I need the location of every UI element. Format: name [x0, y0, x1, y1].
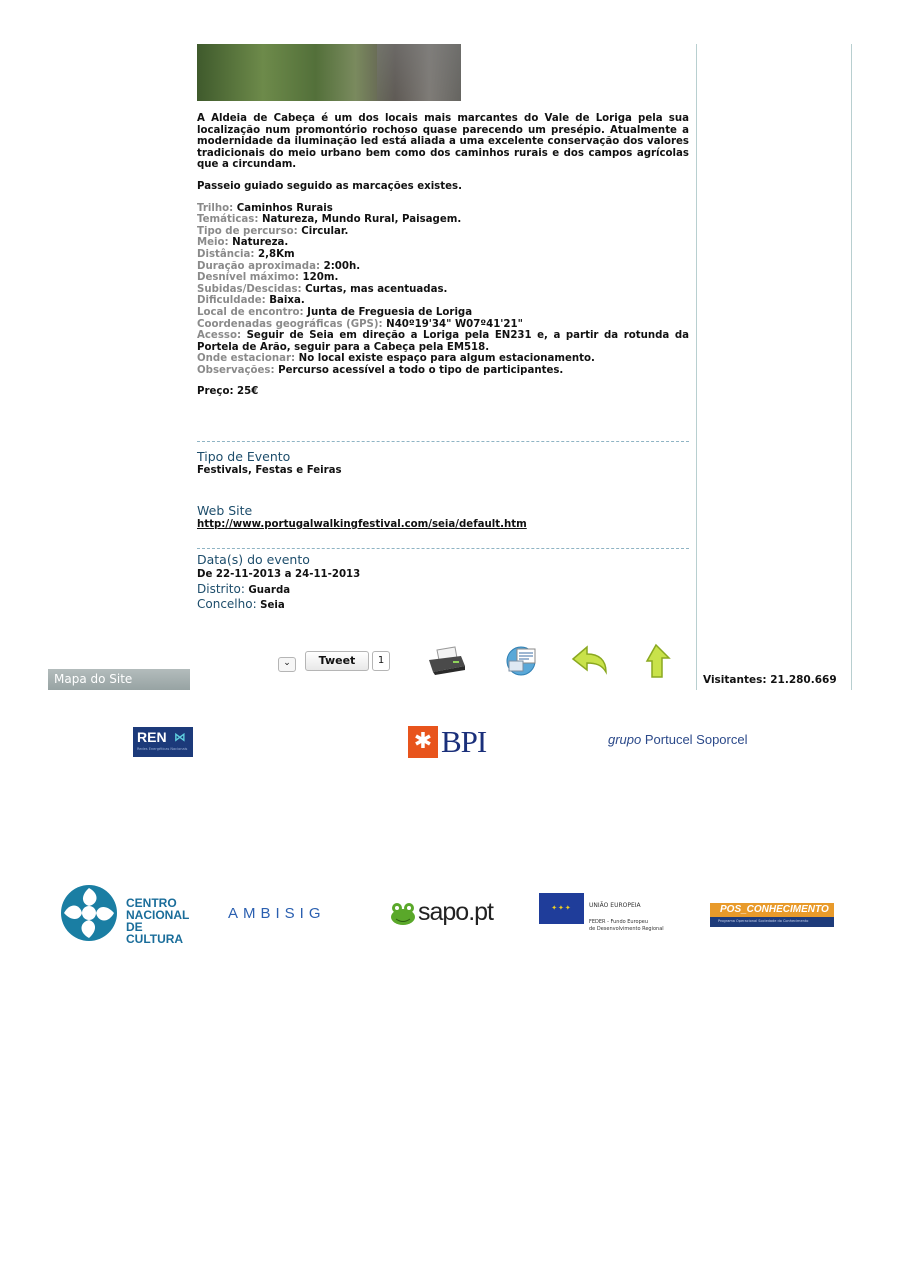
- visitor-counter: Visitantes: 21.280.669: [703, 674, 837, 686]
- detail-row: [197, 261, 689, 273]
- cnc-text: [126, 897, 200, 945]
- district-value: Guarda: [244, 585, 291, 596]
- detail-label: Duração aproximada:: [197, 260, 321, 272]
- bpi-logo-text: BPI: [441, 724, 487, 759]
- detail-label: Dificuldade:: [197, 295, 266, 307]
- detail-value: Circular.: [297, 225, 349, 237]
- sapo-logo: [390, 898, 510, 932]
- centro-nacional-cultura-logo: [60, 884, 200, 944]
- share-dropdown-button[interactable]: ⌄: [278, 657, 296, 672]
- detail-row: [197, 226, 689, 238]
- bpi-logo: [408, 725, 492, 759]
- event-dates-value: De 22-11-2013 a 24-11-2013: [197, 569, 361, 580]
- tweet-label: Tweet: [318, 654, 356, 667]
- event-type-value: Festivals, Festas e Feiras: [197, 465, 342, 476]
- detail-value: 2,8Km: [254, 248, 295, 260]
- detail-value: 120m.: [299, 272, 339, 284]
- detail-value: Caminhos Rurais: [233, 202, 333, 214]
- event-details: [197, 203, 689, 377]
- sidebar-right-border: [851, 44, 852, 690]
- event-description: [197, 113, 689, 398]
- cnc-line-1: CENTRO: [126, 896, 177, 910]
- detail-value: 2:00h.: [320, 260, 361, 272]
- detail-value: Curtas, mas acentuadas.: [301, 283, 448, 295]
- separator: [197, 548, 689, 549]
- ren-logo-subtitle: Redes Energéticas Nacionais: [137, 747, 188, 751]
- detail-label: Onde estacionar:: [197, 353, 296, 365]
- ren-logo-text: REN: [137, 729, 167, 745]
- guided-text: Passeio guiado seguido as marcações existes.: [197, 180, 462, 192]
- detail-row: [197, 284, 689, 296]
- tweet-button[interactable]: [305, 651, 369, 671]
- cnc-line-2: NACIONAL: [126, 908, 190, 922]
- detail-label: Tipo de percurso:: [197, 225, 298, 237]
- price-text: Preço: 25€: [197, 386, 259, 398]
- detail-value: No local existe espaço para algum estacionamento.: [295, 353, 595, 365]
- detail-value: Percurso acessível a todo o tipo de participantes.: [274, 364, 564, 376]
- detail-value: N40º19'34" W07º41'21": [382, 318, 523, 330]
- detail-row: [197, 295, 689, 307]
- detail-label: Trilho:: [197, 202, 234, 214]
- intro-text: A Aldeia de Cabeça é um dos locais mais marcantes do Vale de Loriga pela sua localização num promontório rochoso quase parecendo um presépio. Atualmente a modernidade da iluminação led está aliada a uma excelente conservação dos valores tradicionais do meio urbano bem como dos caminhos rurais e dos campos agrícolas que a circundam.: [197, 113, 689, 171]
- event-photo: [197, 44, 461, 101]
- eu-text-3: de Desenvolvimento Regional: [589, 926, 664, 932]
- scroll-top-arrow-icon[interactable]: [641, 643, 671, 679]
- council-value: Seia: [256, 600, 285, 611]
- back-arrow-icon[interactable]: [571, 645, 609, 675]
- detail-label: Coordenadas geográficas (GPS):: [197, 318, 383, 330]
- pos-subtitle: Programa Operacional Sociedade do Conhecimento: [718, 919, 809, 923]
- detail-label: Local de encontro:: [197, 306, 304, 318]
- portucel-logo-prefix: grupo: [608, 732, 642, 747]
- district: [197, 582, 290, 596]
- pos-text: POS_CONHECIMENTO: [720, 904, 829, 915]
- send-email-icon[interactable]: [505, 643, 541, 677]
- detail-value: Natureza.: [228, 237, 289, 249]
- district-label: Distrito:: [197, 582, 245, 596]
- sitemap-link[interactable]: Mapa do Site: [48, 669, 190, 690]
- event-dates-title: Data(s) do evento: [197, 552, 310, 567]
- detail-label: Distância:: [197, 248, 255, 260]
- bpi-logo-mark: ✱: [408, 726, 438, 758]
- detail-row: [197, 307, 689, 319]
- portucel-soporcel-logo: [608, 732, 748, 747]
- detail-label: Temáticas:: [197, 214, 259, 226]
- eu-flag-icon: ✦✦✦: [539, 893, 584, 924]
- council: [197, 597, 285, 611]
- sapo-frog-icon: [390, 902, 416, 926]
- detail-row: [197, 353, 689, 365]
- detail-value: Natureza, Mundo Rural, Paisagem.: [258, 214, 462, 226]
- detail-label: Acesso:: [197, 330, 242, 342]
- pos-conhecimento-logo: [710, 903, 834, 927]
- ren-logo: [133, 727, 193, 757]
- detail-row: [197, 365, 689, 377]
- detail-value: Seguir de Seia em direção a Loriga pela EN231 e, a partir da rotunda da Portela de Arão, seguir para a Cabeça pela EM518.: [197, 330, 689, 353]
- detail-row: [197, 330, 689, 353]
- print-icon[interactable]: [427, 646, 467, 676]
- portucel-logo-name: Portucel Soporcel: [644, 732, 748, 747]
- detail-label: Desnível máximo:: [197, 272, 300, 284]
- detail-value: Junta de Freguesia de Loriga: [303, 306, 473, 318]
- website-title: Web Site: [197, 503, 253, 518]
- detail-row: [197, 214, 689, 226]
- uniao-europeia-logo: [539, 893, 679, 935]
- detail-row: [197, 249, 689, 261]
- website-link[interactable]: http://www.portugalwalkingfestival.com/seia/default.htm: [197, 519, 527, 530]
- detail-row: [197, 237, 689, 249]
- detail-row: [197, 203, 689, 215]
- eu-text-2: FEDER - Fundo Europeu: [589, 919, 649, 925]
- content-right-border: [696, 44, 697, 690]
- detail-label: Meio:: [197, 237, 229, 249]
- sapo-text: sapo.pt: [418, 898, 494, 926]
- event-type-title: Tipo de Evento: [197, 449, 291, 464]
- separator: [197, 441, 689, 442]
- council-label: Concelho:: [197, 597, 257, 611]
- detail-label: Observações:: [197, 364, 275, 376]
- detail-row: [197, 319, 689, 331]
- detail-row: [197, 272, 689, 284]
- ambisig-logo: AMBISIG: [228, 905, 326, 922]
- eu-text-1: UNIÃO EUROPEIA: [589, 902, 641, 909]
- cnc-line-3: DE CULTURA: [126, 920, 184, 946]
- cnc-swirl-icon: [60, 884, 118, 942]
- detail-value: Baixa.: [265, 295, 305, 307]
- ren-logo-mark: ⋈: [174, 730, 186, 744]
- detail-label: Subidas/Descidas:: [197, 283, 302, 295]
- tweet-count: 1: [372, 651, 390, 671]
